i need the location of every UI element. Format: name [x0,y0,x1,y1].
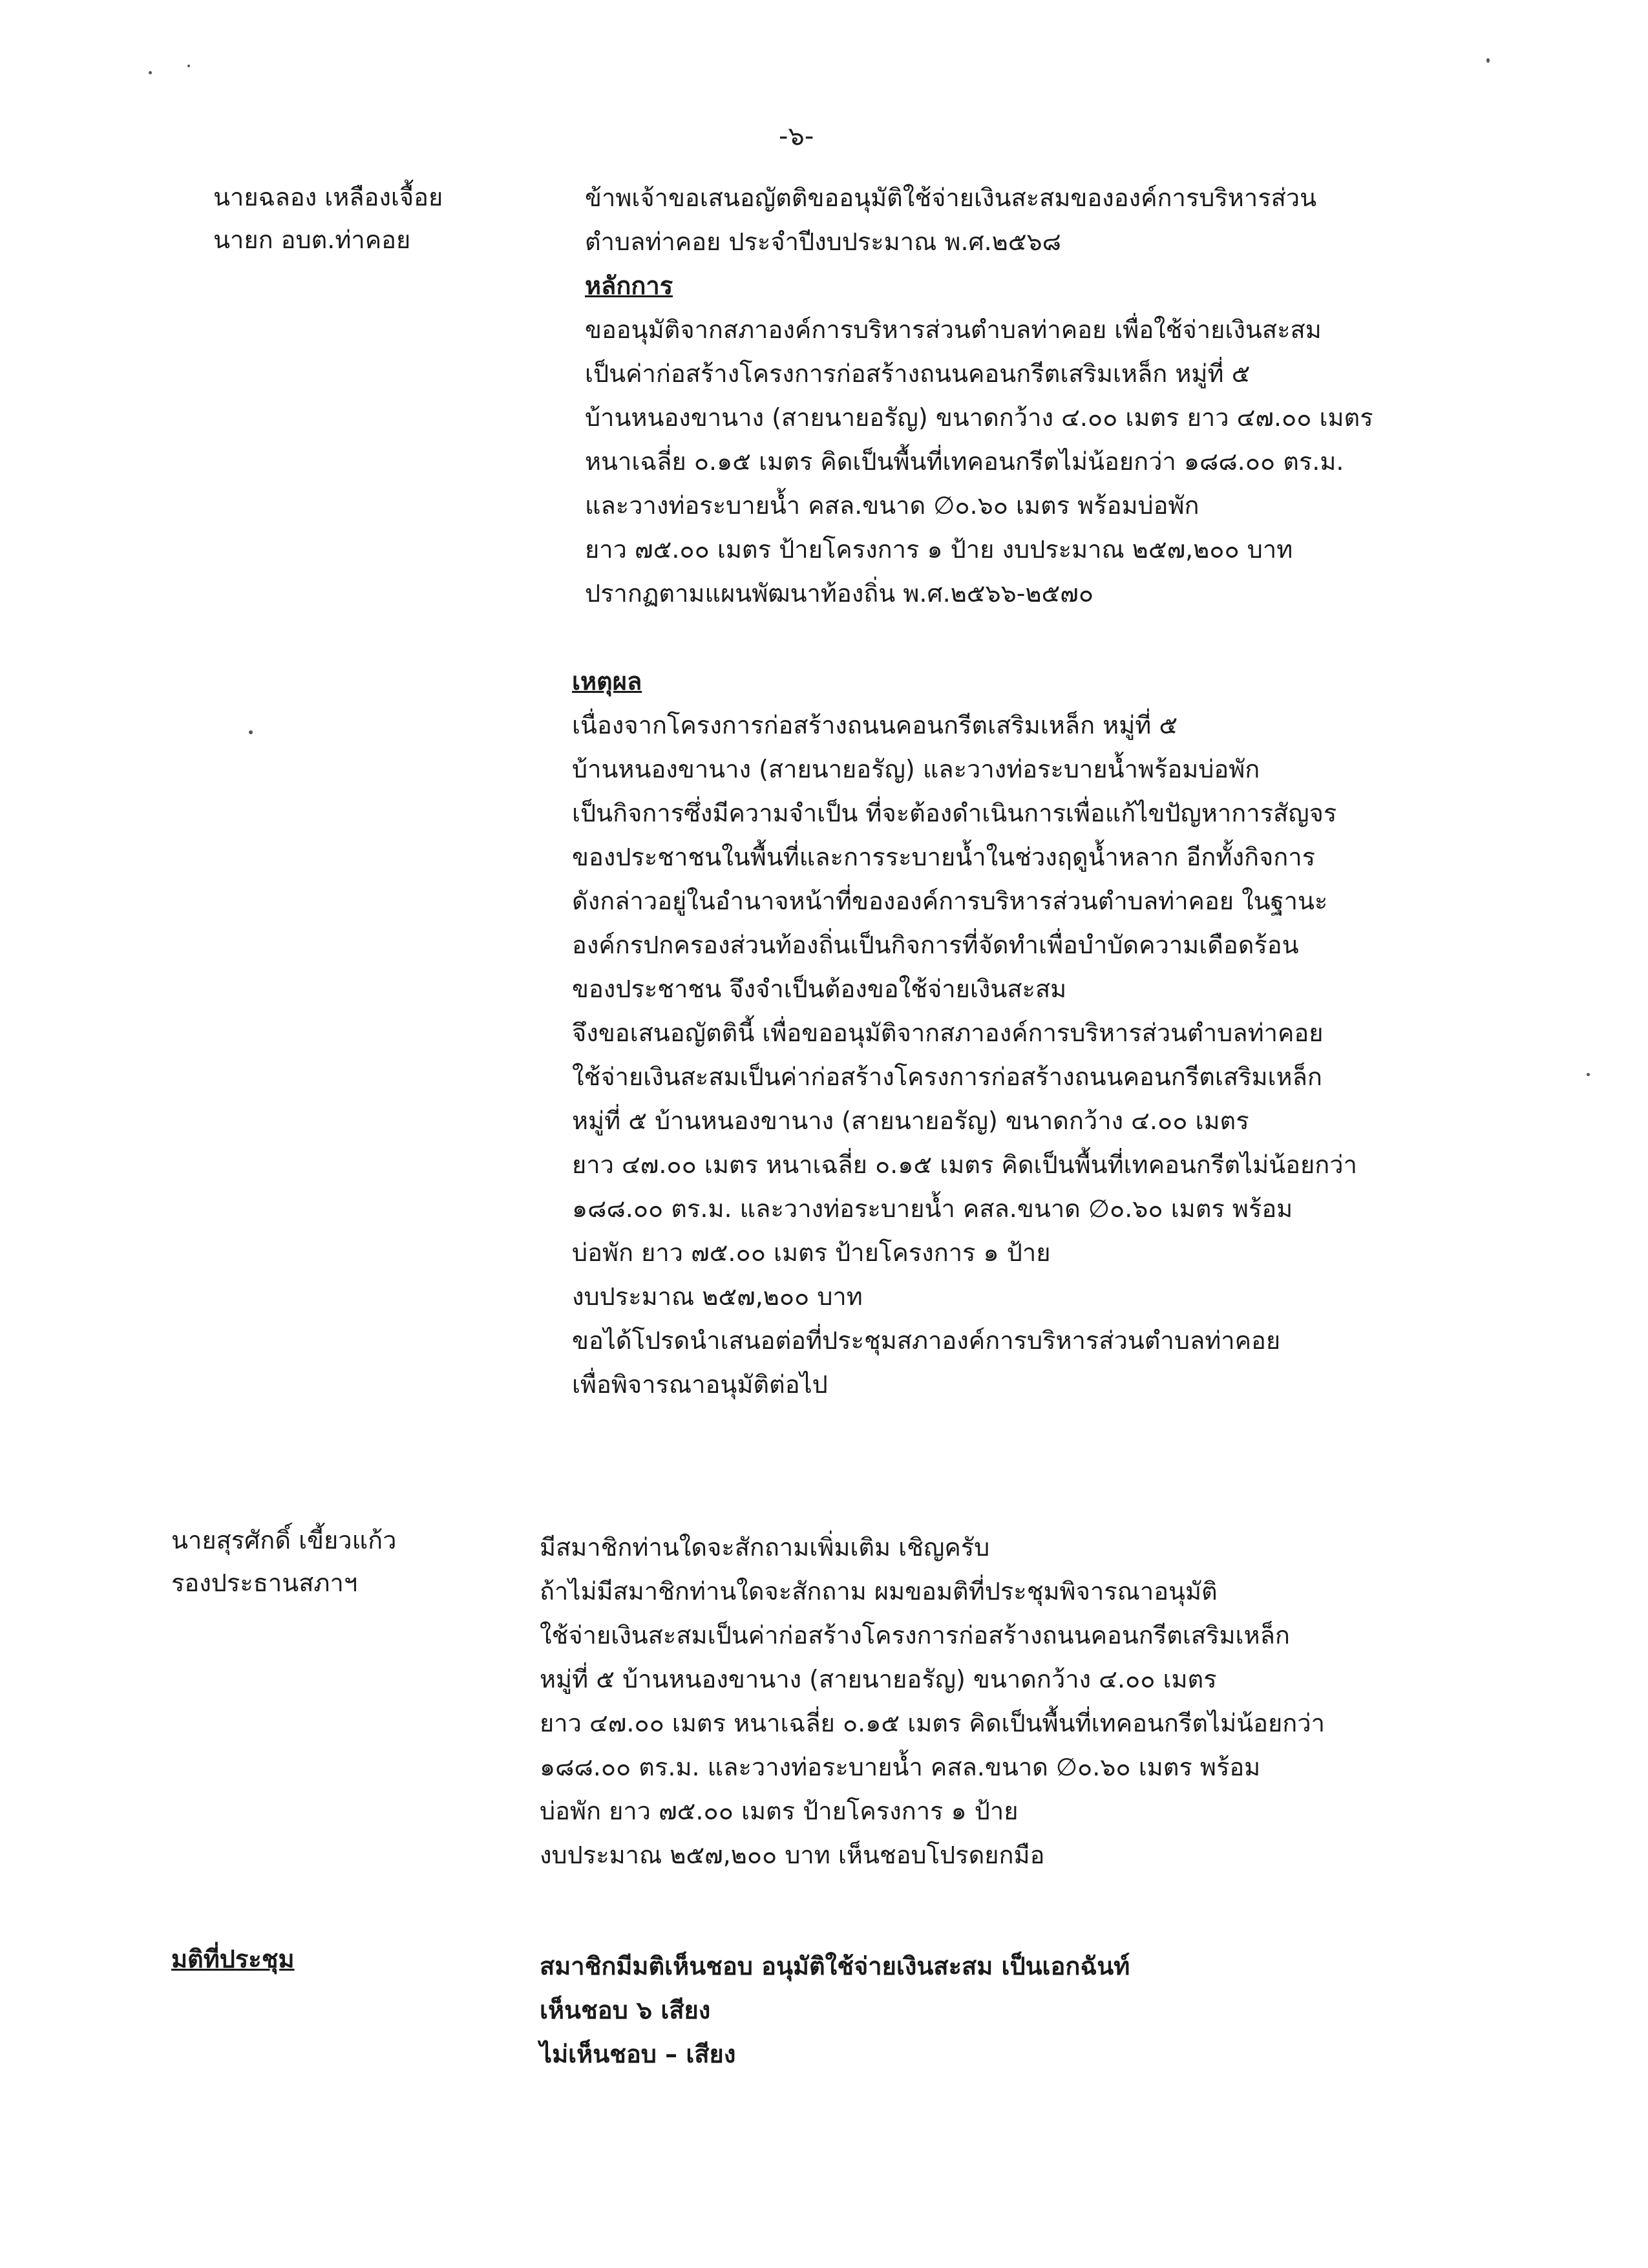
reason-line: ดังกล่าวอยู่ในอำนาจหน้าที่ขององค์การบริหารส่วนตำบลท่าคอย ในฐานะ [572,887,1328,915]
principle-line: และวางท่อระบายน้ำ คสล.ขนาด ∅๐.๖๐ เมตร พร้อมบ่อพัก [585,491,1199,520]
vote-call-line: บ่อพัก ยาว ๗๕.๐๐ เมตร ป้ายโครงการ ๑ ป้าย [540,1797,1019,1825]
vote-call-line: หมู่ที่ ๕ บ้านหนองขานาง (สายนายอรัญ) ขนาดกว้าง ๔.๐๐ เมตร [540,1665,1217,1693]
vote-call-line: ถ้าไม่มีสมาชิกท่านใดจะสักถาม ผมขอมติที่ประชุมพิจารณาอนุมัติ [540,1577,1218,1606]
intro-line: ตำบลท่าคอย ประจำปีงบประมาณ พ.ศ.๒๕๖๘ [585,228,1061,256]
reason-line: ๑๘๘.๐๐ ตร.ม. และวางท่อระบายน้ำ คสล.ขนาด ∅๐.๖๐ เมตร พร้อม [572,1194,1293,1223]
reason-line: ยาว ๔๗.๐๐ เมตร หนาเฉลี่ย ๐.๑๕ เมตร คิดเป็นพื้นที่เทคอนกรีตไม่น้อยกว่า [572,1150,1357,1179]
reason-line: งบประมาณ ๒๕๗,๒๐๐ บาท [572,1282,863,1311]
principle-line: เป็นค่าก่อสร้างโครงการก่อสร้างถนนคอนกรีตเสริมเหล็ก หมู่ที่ ๕ [585,359,1251,388]
intro-line: ข้าพเจ้าขอเสนอญัตติขออนุมัติใช้จ่ายเงินสะสมขององค์การบริหารส่วน [585,184,1317,212]
speaker-title: นายก อบต.ท่าคอย [213,226,411,254]
speaker-title: รองประธานสภาฯ [171,1569,358,1597]
speaker-block-2 [171,1519,396,1604]
reason-line: เป็นกิจการซึ่งมีความจำเป็น ที่จะต้องดำเนินการเพื่อแก้ไขปัญหาการสัญจร [572,799,1337,827]
scan-speck [187,65,190,67]
resolution-body [540,1944,1130,2076]
reason-line: หมู่ที่ ๕ บ้านหนองขานาง (สายนายอรัญ) ขนาดกว้าง ๔.๐๐ เมตร [572,1107,1249,1135]
principle-line: หนาเฉลี่ย ๐.๑๕ เมตร คิดเป็นพื้นที่เทคอนกรีตไม่น้อยกว่า ๑๘๘.๐๐ ตร.ม. [585,447,1344,476]
scan-speck [149,71,152,74]
reason-body [572,659,1357,1406]
speaker-name: นายฉลอง เหลืองเจื้อย [213,183,443,211]
principle-line: บ้านหนองขานาง (สายนายอรัญ) ขนาดกว้าง ๔.๐๐ เมตร ยาว ๔๗.๐๐ เมตร [585,403,1373,432]
principle-line: ขออนุมัติจากสภาองค์การบริหารส่วนตำบลท่าคอย เพื่อใช้จ่ายเงินสะสม [585,315,1322,344]
resolution-label: มติที่ประชุม [171,1945,295,1973]
scan-speck [1486,58,1490,63]
reason-line: เนื่องจากโครงการก่อสร้างถนนคอนกรีตเสริมเหล็ก หมู่ที่ ๕ [572,711,1178,739]
speaker-name: นายสุรศักดิ์ เขี้ยวแก้ว [171,1526,397,1554]
vote-call-line: ยาว ๔๗.๐๐ เมตร หนาเฉลี่ย ๐.๑๕ เมตร คิดเป็นพื้นที่เทคอนกรีตไม่น้อยกว่า [540,1709,1325,1737]
principle-line: ยาว ๗๕.๐๐ เมตร ป้ายโครงการ ๑ ป้าย งบประมาณ ๒๕๗,๒๐๐ บาท [585,535,1293,564]
resolution-line: ไม่เห็นชอบ – เสียง [540,2040,736,2068]
vote-call-line: มีสมาชิกท่านใดจะสักถามเพิ่มเติม เชิญครับ [540,1533,990,1562]
reason-line: เพื่อพิจารณาอนุมัติต่อไป [572,1370,828,1399]
reason-heading: เหตุผล [572,667,642,695]
reason-line: ใช้จ่ายเงินสะสมเป็นค่าก่อสร้างโครงการก่อสร้างถนนคอนกรีตเสริมเหล็ก [572,1063,1322,1091]
vote-call-body [540,1525,1325,1877]
resolution-label-block [171,1938,295,1980]
principle-line: ปรากฏตามแผนพัฒนาท้องถิ่น พ.ศ.๒๕๖๖-๒๕๗๐ [585,579,1094,608]
vote-call-line: งบประมาณ ๒๕๗,๒๐๐ บาท เห็นชอบโปรดยกมือ [540,1841,1045,1869]
vote-call-line: ๑๘๘.๐๐ ตร.ม. และวางท่อระบายน้ำ คสล.ขนาด ∅๐.๖๐ เมตร พร้อม [540,1753,1261,1781]
reason-line: จึงขอเสนอญัตตินี้ เพื่อขออนุมัติจากสภาองค์การบริหารส่วนตำบลท่าคอย [572,1019,1324,1047]
motion-body [585,176,1373,615]
reason-line: องค์กรปกครองส่วนท้องถิ่นเป็นกิจการที่จัดทำเพื่อบำบัดความเดือดร้อน [572,931,1299,959]
reason-line: ขอได้โปรดนำเสนอต่อที่ประชุมสภาองค์การบริหารส่วนตำบลท่าคอย [572,1326,1281,1355]
reason-line: บ่อพัก ยาว ๗๕.๐๐ เมตร ป้ายโครงการ ๑ ป้าย [572,1238,1051,1267]
scan-speck [1587,1073,1590,1076]
vote-call-line: ใช้จ่ายเงินสะสมเป็นค่าก่อสร้างโครงการก่อสร้างถนนคอนกรีตเสริมเหล็ก [540,1621,1290,1649]
speaker-block-1 [213,176,443,261]
principle-heading: หลักการ [585,271,673,300]
reason-line: ของประชาชนในพื้นที่และการระบายน้ำในช่วงฤดูน้ำหลาก อีกทั้งกิจการ [572,843,1316,871]
scan-speck [249,730,253,734]
page-number: -๖- [779,122,814,151]
resolution-line: เห็นชอบ ๖ เสียง [540,1996,711,2024]
reason-line: บ้านหนองขานาง (สายนายอรัญ) และวางท่อระบายน้ำพร้อมบ่อพัก [572,755,1260,783]
resolution-line: สมาชิกมีมติเห็นชอบ อนุมัติใช้จ่ายเงินสะสม เป็นเอกฉันท์ [540,1952,1130,1980]
reason-line: ของประชาชน จึงจำเป็นต้องขอใช้จ่ายเงินสะสม [572,975,1067,1003]
